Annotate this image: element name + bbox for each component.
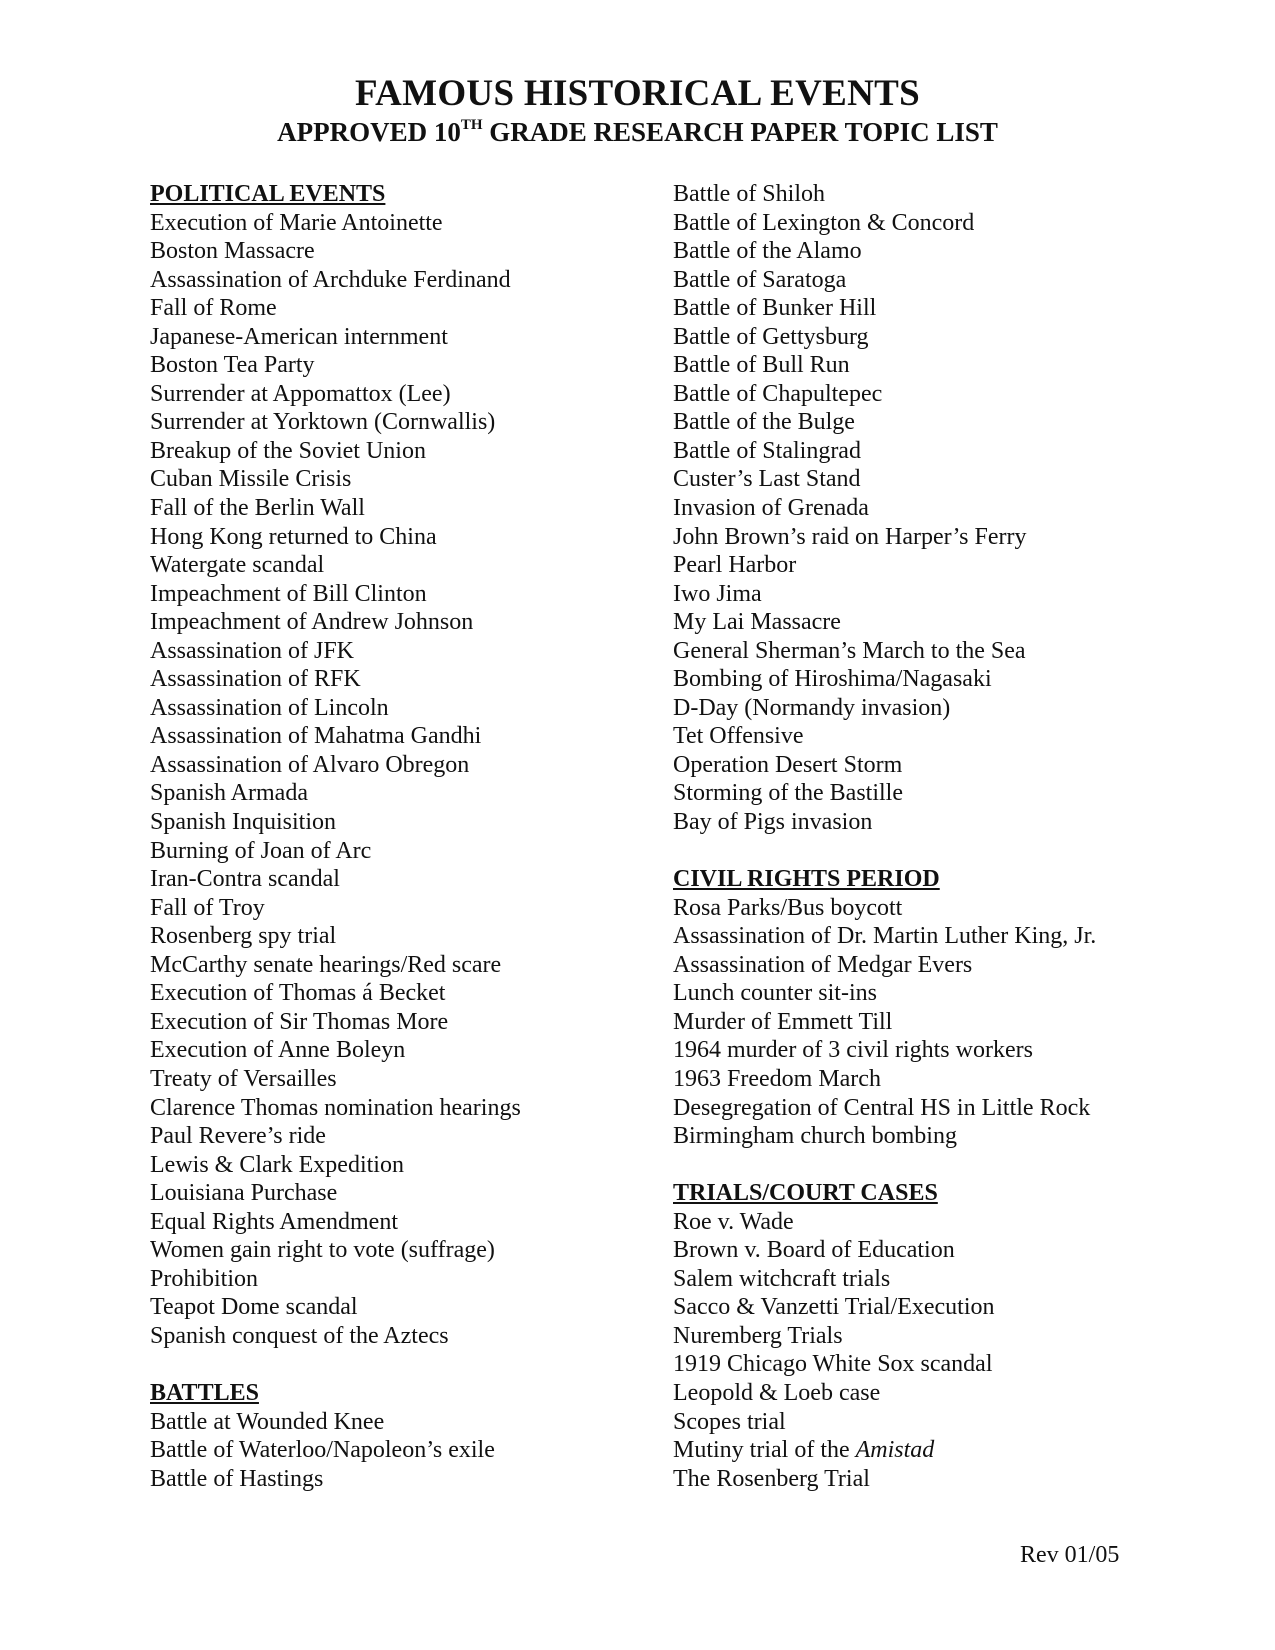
- topic-item: 1963 Freedom March: [673, 1065, 881, 1092]
- topic-item: Assassination of RFK: [150, 666, 361, 693]
- topic-item: Battle of Stalingrad: [673, 437, 861, 464]
- topic-item: Execution of Sir Thomas More: [150, 1008, 449, 1035]
- topic-item: Japanese-American internment: [150, 323, 448, 350]
- topic-item: Battle of Waterloo/Napoleon’s exile: [150, 1437, 495, 1464]
- section-heading-trials-court-cases: TRIALS/COURT CASES: [673, 1180, 938, 1207]
- topic-item: Battle of Gettysburg: [673, 323, 869, 350]
- topic-item: Women gain right to vote (suffrage): [150, 1237, 495, 1264]
- topic-item: Sacco & Vanzetti Trial/Execution: [673, 1294, 995, 1321]
- revision-footer: Rev 01/05: [1020, 1542, 1120, 1568]
- topic-item: Birmingham church bombing: [673, 1123, 957, 1150]
- section-spacer: [673, 1151, 1233, 1180]
- topic-item: Louisiana Purchase: [150, 1180, 338, 1207]
- topic-item: Rosa Parks/Bus boycott: [673, 894, 903, 921]
- topic-item: Tet Offensive: [673, 723, 804, 750]
- topic-item: McCarthy senate hearings/Red scare: [150, 951, 502, 978]
- topic-item: Assassination of Mahatma Gandhi: [150, 723, 482, 750]
- topic-item: Spanish Inquisition: [150, 809, 337, 836]
- topic-item: Cuban Missile Crisis: [150, 466, 352, 493]
- topic-item: Battle of Saratoga: [673, 266, 847, 293]
- document-title: FAMOUS HISTORICAL EVENTS: [354, 73, 921, 114]
- topic-item: Clarence Thomas nomination hearings: [150, 1094, 521, 1121]
- topic-item: Treaty of Versailles: [150, 1065, 337, 1092]
- subtitle-prefix: APPROVED 10: [277, 117, 461, 147]
- topic-item: The Rosenberg Trial: [673, 1465, 870, 1492]
- topic-item: Bay of Pigs invasion: [673, 809, 873, 836]
- topic-item: Lewis & Clark Expedition: [150, 1151, 404, 1178]
- topic-item: Rosenberg spy trial: [150, 923, 337, 950]
- topic-item: Assassination of Medgar Evers: [673, 951, 973, 978]
- topic-item: 1964 murder of 3 civil rights workers: [673, 1037, 1033, 1064]
- topic-item: Teapot Dome scandal: [150, 1294, 358, 1321]
- topic-item: 1919 Chicago White Sox scandal: [673, 1351, 993, 1378]
- topic-item: My Lai Massacre: [673, 609, 841, 636]
- topic-item: Roe v. Wade: [673, 1208, 794, 1235]
- topic-item: Assassination of JFK: [150, 637, 355, 664]
- topic-item: Battle of Bull Run: [673, 352, 850, 379]
- document-subtitle: [0, 112, 1275, 152]
- topic-item: Assassination of Archduke Ferdinand: [150, 266, 511, 293]
- topic-item: Invasion of Grenada: [673, 495, 869, 522]
- topic-item: Spanish Armada: [150, 780, 308, 807]
- topic-item: D-Day (Normandy invasion): [673, 694, 951, 721]
- topic-item: [673, 1436, 1233, 1465]
- topic-item: Battle of Hastings: [150, 1465, 324, 1492]
- topic-item: Execution of Marie Antoinette: [150, 209, 443, 236]
- topic-item: Custer’s Last Stand: [673, 466, 861, 493]
- topic-item: Spanish conquest of the Aztecs: [150, 1322, 449, 1349]
- topic-item: Pearl Harbor: [673, 552, 797, 579]
- topic-item: Battle of Bunker Hill: [673, 295, 877, 322]
- topic-item: Operation Desert Storm: [673, 751, 903, 778]
- topic-item: Bombing of Hiroshima/Nagasaki: [673, 666, 992, 693]
- topic-item: Battle of Lexington & Concord: [673, 209, 975, 236]
- topic-item: Assassination of Dr. Martin Luther King, Jr.: [673, 923, 1097, 950]
- topic-item: Salem witchcraft trials: [673, 1265, 891, 1292]
- topic-item: Fall of the Berlin Wall: [150, 495, 365, 522]
- topic-item: Burning of Joan of Arc: [150, 837, 372, 864]
- topic-item: Execution of Thomas á Becket: [150, 980, 446, 1007]
- section-heading-battles: BATTLES: [150, 1379, 259, 1406]
- topic-item-text: Mutiny trial of the: [673, 1437, 856, 1464]
- topic-item: Murder of Emmett Till: [673, 1008, 893, 1035]
- topic-item: Fall of Rome: [150, 295, 277, 322]
- topic-item: Execution of Anne Boleyn: [150, 1037, 406, 1064]
- section-spacer: [150, 1350, 630, 1379]
- topic-item: Surrender at Appomattox (Lee): [150, 380, 451, 407]
- left-topic-column: [150, 180, 630, 1493]
- topic-item: Battle at Wounded Knee: [150, 1408, 385, 1435]
- topic-item: Fall of Troy: [150, 894, 265, 921]
- section-heading-civil-rights-period: CIVIL RIGHTS PERIOD: [673, 866, 940, 893]
- topic-item: Assassination of Alvaro Obregon: [150, 751, 470, 778]
- topic-item: Iran-Contra scandal: [150, 866, 340, 893]
- topic-item: Storming of the Bastille: [673, 780, 903, 807]
- topic-item: Brown v. Board of Education: [673, 1237, 955, 1264]
- topic-item: Leopold & Loeb case: [673, 1379, 881, 1406]
- topic-item-italic: Amistad: [855, 1437, 935, 1464]
- topic-item: Surrender at Yorktown (Cornwallis): [150, 409, 496, 436]
- topic-item: Hong Kong returned to China: [150, 523, 437, 550]
- right-topic-column: [673, 180, 1233, 1493]
- topic-item: Breakup of the Soviet Union: [150, 437, 426, 464]
- topic-item: Watergate scandal: [150, 552, 325, 579]
- topic-item: Boston Massacre: [150, 238, 315, 265]
- topic-item: Battle of the Bulge: [673, 409, 855, 436]
- subtitle-superscript: TH: [460, 117, 483, 133]
- subtitle-suffix: GRADE RESEARCH PAPER TOPIC LIST: [482, 117, 998, 147]
- topic-item: John Brown’s raid on Harper’s Ferry: [673, 523, 1027, 550]
- topic-item: Boston Tea Party: [150, 352, 315, 379]
- topic-item: Paul Revere’s ride: [150, 1123, 326, 1150]
- topic-item: Impeachment of Andrew Johnson: [150, 609, 474, 636]
- topic-item: Lunch counter sit-ins: [673, 980, 877, 1007]
- topic-item: Battle of Shiloh: [673, 181, 825, 207]
- section-heading-political-events: POLITICAL EVENTS: [150, 181, 386, 207]
- topic-item: Equal Rights Amendment: [150, 1208, 398, 1235]
- topic-item: Iwo Jima: [673, 580, 762, 607]
- topic-item: General Sherman’s March to the Sea: [673, 637, 1026, 664]
- topic-item: Battle of the Alamo: [673, 238, 862, 265]
- section-spacer: [673, 837, 1233, 866]
- topic-item: Nuremberg Trials: [673, 1322, 843, 1349]
- topic-item: Battle of Chapultepec: [673, 380, 883, 407]
- topic-item: Assassination of Lincoln: [150, 694, 389, 721]
- topic-item: Prohibition: [150, 1265, 259, 1292]
- topic-item: Desegregation of Central HS in Little Rock: [673, 1094, 1091, 1121]
- topic-item: Scopes trial: [673, 1408, 786, 1435]
- topic-item: Impeachment of Bill Clinton: [150, 580, 427, 607]
